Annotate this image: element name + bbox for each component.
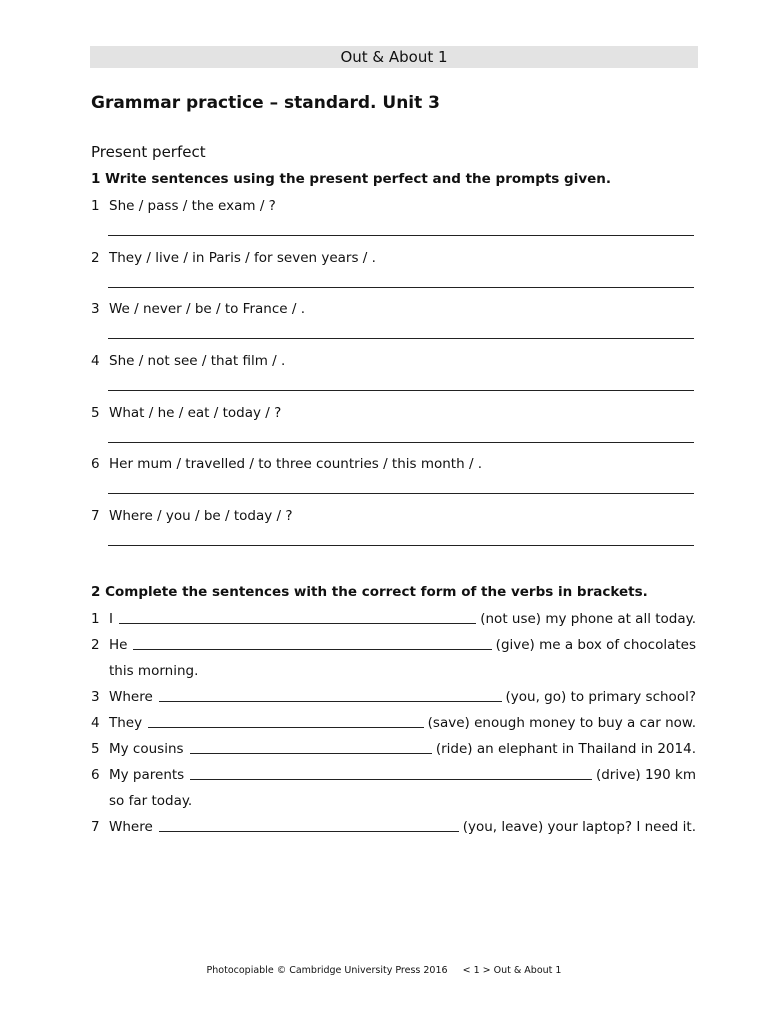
- item-number: 4: [91, 353, 100, 370]
- answer-line[interactable]: [108, 337, 694, 339]
- exercise1-item: [91, 196, 697, 248]
- exercise1-item: [91, 454, 697, 506]
- page-title: Grammar practice – standard. Unit 3: [91, 93, 441, 113]
- item-prompt: She / not see / that film / .: [109, 353, 286, 370]
- exercise2-item: [91, 713, 696, 739]
- item-number: 5: [91, 741, 100, 757]
- answer-line[interactable]: [108, 544, 694, 546]
- item-number: 3: [91, 301, 100, 318]
- item-number: 3: [91, 689, 100, 705]
- answer-blank[interactable]: [148, 713, 424, 728]
- answer-blank[interactable]: [159, 817, 459, 832]
- exercise2-item: [91, 765, 696, 791]
- item-continuation-text: this morning.: [109, 663, 199, 679]
- answer-line[interactable]: [108, 286, 694, 288]
- answer-line[interactable]: [108, 234, 694, 236]
- exercise1-item: [91, 248, 697, 300]
- footer: [0, 965, 768, 976]
- answer-blank[interactable]: [159, 687, 502, 702]
- answer-blank[interactable]: [190, 765, 592, 780]
- answer-line[interactable]: [108, 441, 694, 443]
- header-bar: [90, 46, 698, 68]
- item-text-before: They: [109, 715, 143, 731]
- item-text-before: He: [109, 637, 128, 653]
- exercise1-item: [91, 506, 697, 558]
- exercise2-item: [91, 687, 696, 713]
- answer-blank[interactable]: [133, 635, 491, 650]
- item-text-after: (save) enough money to buy a car now.: [427, 715, 696, 731]
- exercise1-item: [91, 403, 697, 455]
- item-text-after: (you, leave) your laptop? I need it.: [462, 819, 696, 835]
- header-title: Out & About 1: [340, 48, 448, 66]
- footer-page: < 1 > Out & About 1: [462, 965, 562, 976]
- answer-blank[interactable]: [190, 739, 432, 754]
- exercise2-instruction: 2 Complete the sentences with the correct form of the verbs in brackets.: [91, 584, 648, 600]
- item-number: 2: [91, 637, 100, 653]
- exercise1-list: [91, 196, 697, 558]
- item-number: 4: [91, 715, 100, 731]
- exercise2-item: [91, 739, 696, 765]
- item-number: 2: [91, 249, 100, 266]
- exercise1-item: [91, 351, 697, 403]
- item-text-after: (drive) 190 km: [595, 767, 696, 783]
- item-prompt: Where / you / be / today / ?: [109, 508, 293, 525]
- item-number: 1: [91, 611, 100, 627]
- item-text-before: I: [109, 611, 113, 627]
- section-title: Present perfect: [91, 143, 206, 161]
- item-text-before: My cousins: [109, 741, 184, 757]
- item-text-after: (give) me a box of chocolates: [495, 637, 696, 653]
- exercise2-item: [91, 635, 696, 661]
- item-prompt: We / never / be / to France / .: [109, 301, 305, 318]
- item-text-before: My parents: [109, 767, 185, 783]
- exercise2-item: [91, 817, 696, 843]
- exercise2-item-continuation: [91, 791, 696, 817]
- item-prompt: They / live / in Paris / for seven years / .: [109, 249, 376, 266]
- item-prompt: She / pass / the exam / ?: [109, 198, 276, 214]
- answer-blank[interactable]: [119, 609, 476, 624]
- exercise2-list: [91, 609, 696, 843]
- item-number: 1: [91, 198, 100, 214]
- item-prompt: What / he / eat / today / ?: [109, 404, 282, 421]
- item-text-after: (not use) my phone at all today.: [480, 611, 696, 627]
- exercise2-item-continuation: [91, 661, 696, 687]
- item-number: 6: [91, 456, 100, 473]
- exercise2-item: [91, 609, 696, 635]
- item-number: 7: [91, 508, 100, 525]
- item-text-after: (ride) an elephant in Thailand in 2014.: [435, 741, 696, 757]
- footer-copyright: Photocopiable © Cambridge University Press 2016: [206, 965, 448, 976]
- item-text-before: Where: [109, 819, 153, 835]
- item-number: 5: [91, 404, 100, 421]
- item-text-before: Where: [109, 689, 153, 705]
- item-number: 7: [91, 819, 100, 835]
- item-number: 6: [91, 767, 100, 783]
- exercise1-instruction: 1 Write sentences using the present perfect and the prompts given.: [91, 171, 612, 187]
- answer-line[interactable]: [108, 492, 694, 494]
- item-text-after: (you, go) to primary school?: [505, 689, 696, 705]
- exercise1-item: [91, 299, 697, 351]
- item-prompt: Her mum / travelled / to three countries / this month / .: [109, 456, 483, 473]
- item-continuation-text: so far today.: [109, 793, 193, 809]
- answer-line[interactable]: [108, 389, 694, 391]
